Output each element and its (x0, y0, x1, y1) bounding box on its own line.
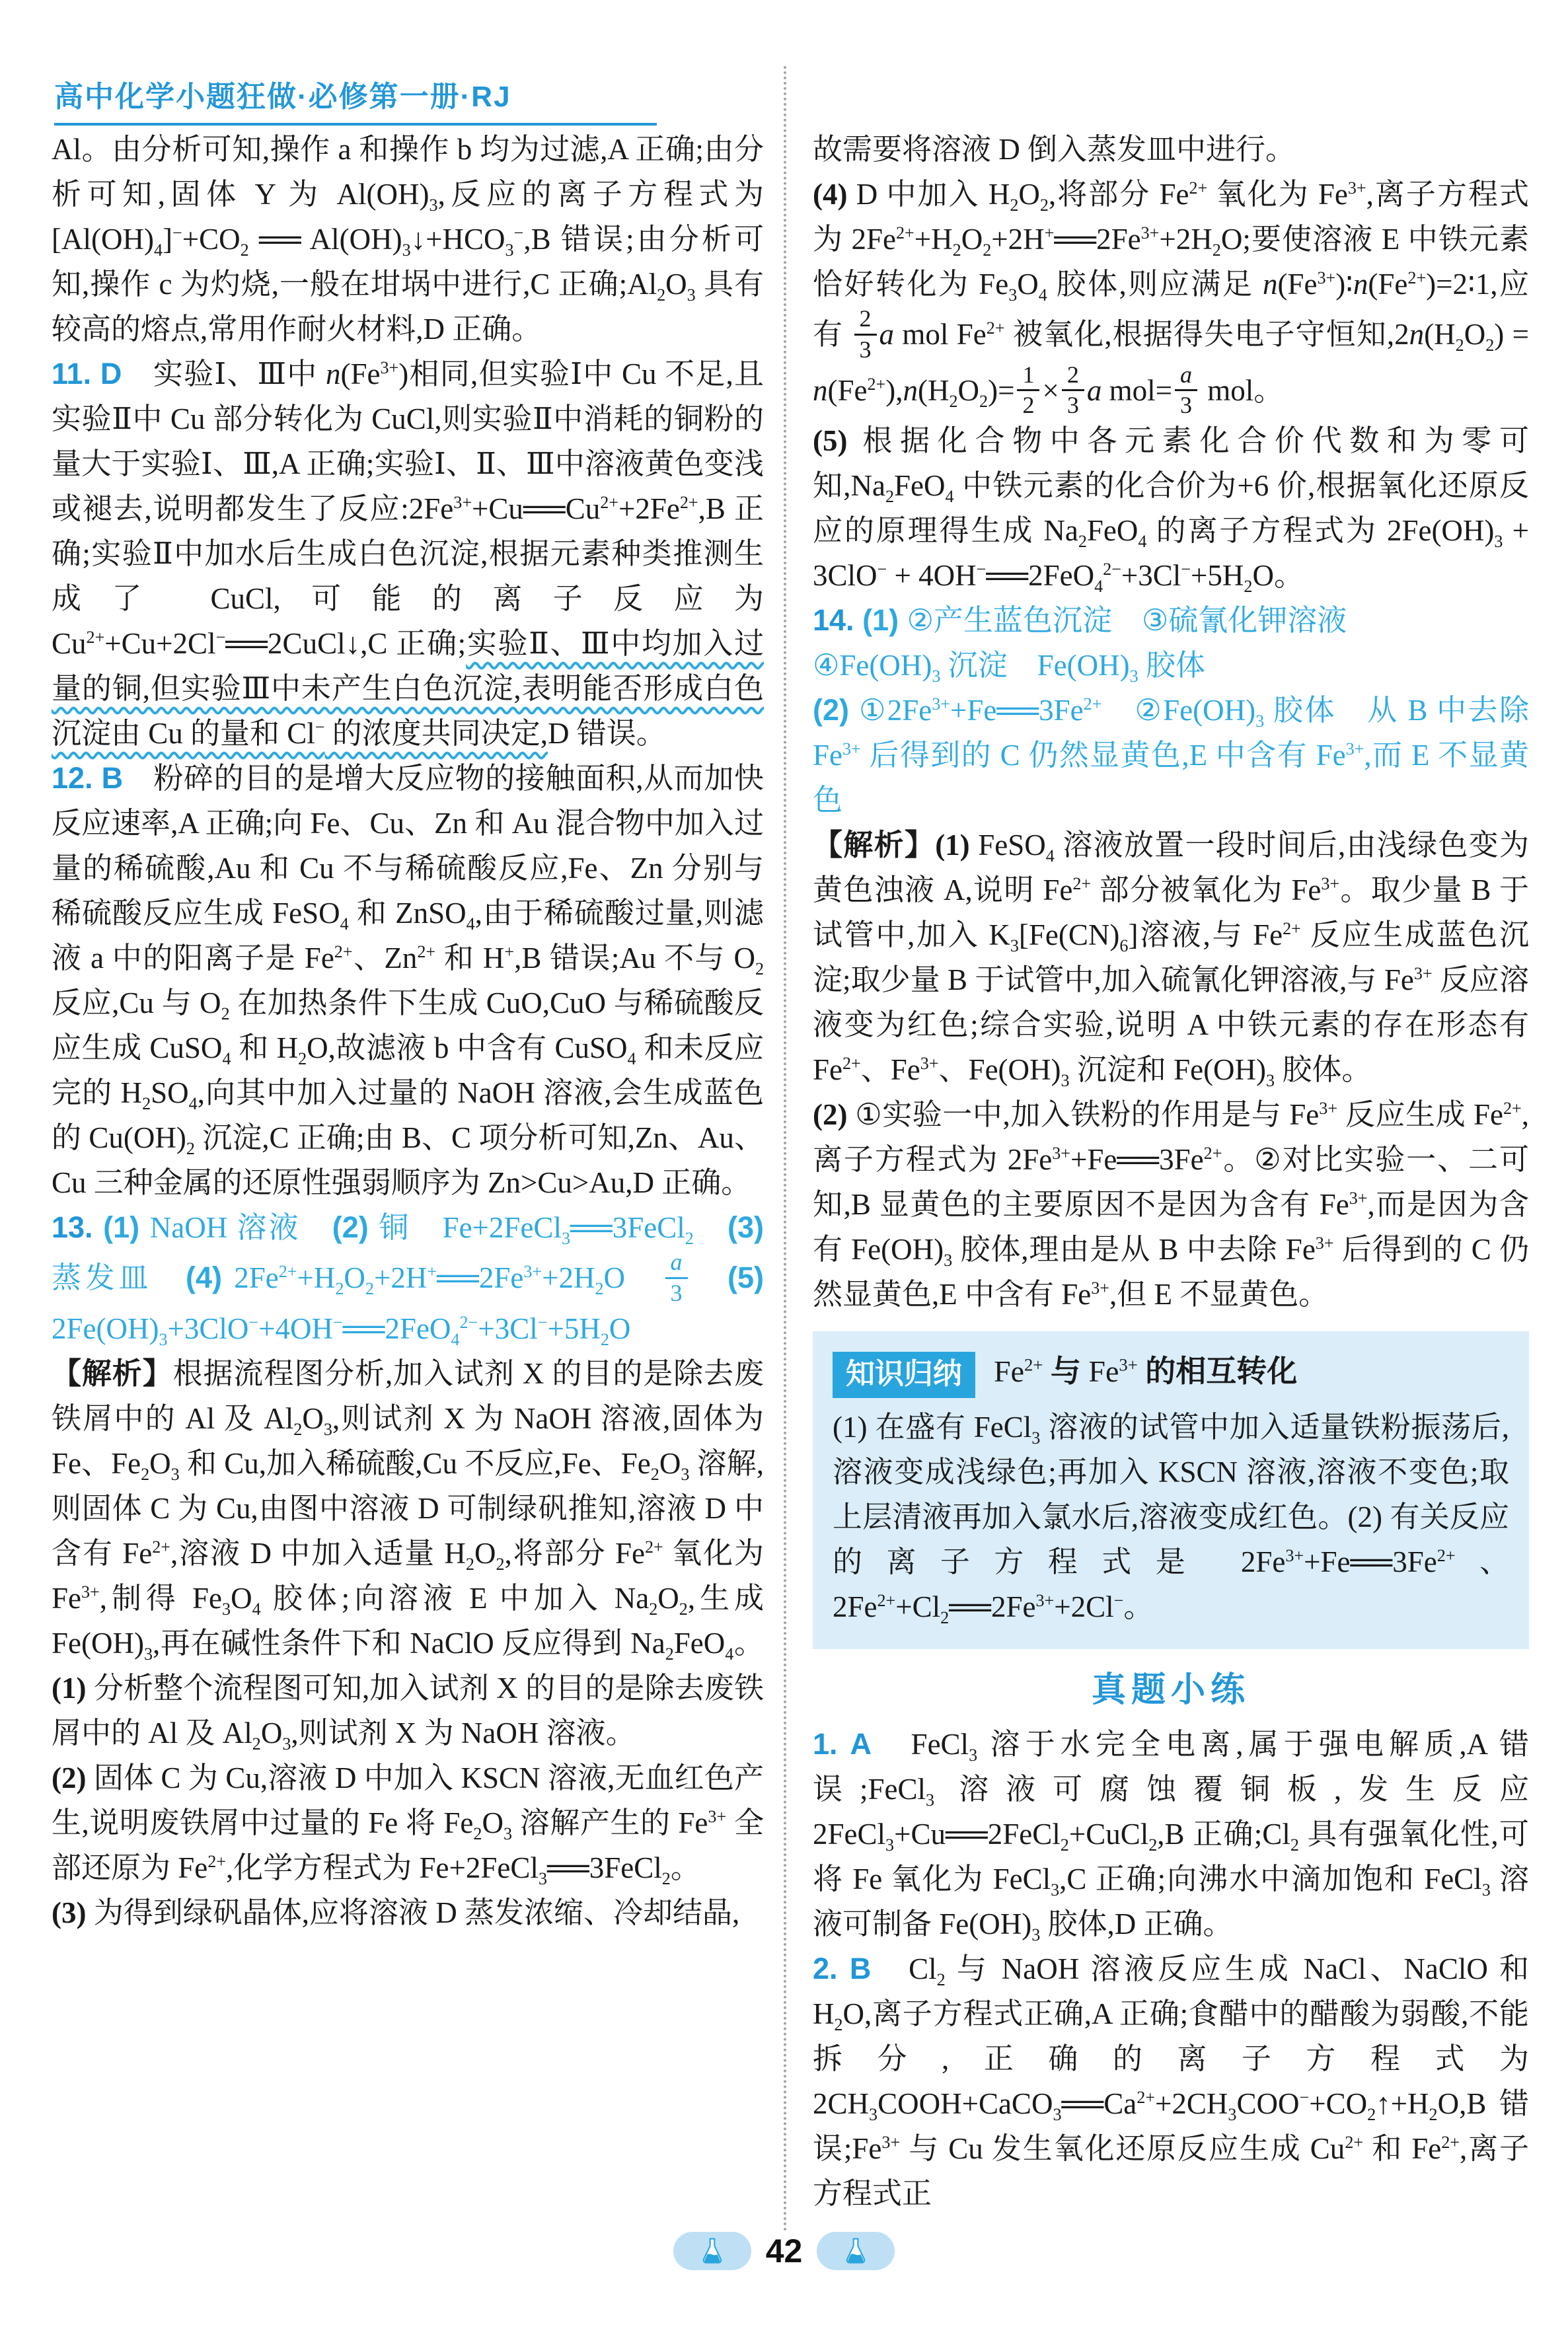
text-segment: mol。 (1200, 373, 1284, 407)
paragraph (813, 127, 1529, 172)
text-segment: (4) (813, 178, 856, 211)
text-segment: $Cl_2$ 与 NaOH 溶液反应生成 NaCl、NaClO 和 $H_2O$,离子方程式正确,A 正确;食醋中的醋酸为弱酸,不能拆分,正确的离子方程式为 $2CH_3COOH+CaCO_3══Ca^{2+}+2CH_3COO^-+CO_2↑+H_2O,B$ 错误$;Fe^{3+}$ 与 Cu 发生氧化还原反应生成 $Cu^{2+}$ 和 $Fe^{2+}$,离子方程式正 (813, 1952, 1529, 2210)
text-segment: $\frac{a}{3}$ (1175, 363, 1197, 419)
text-segment: 故需要将溶液 D 倒入蒸发皿中进行。 (813, 133, 1295, 166)
text-segment: 为得到绿矾晶体,应将溶液 D 蒸发浓缩、冷却结晶, (93, 1896, 740, 1929)
text-segment: (3) (52, 1896, 94, 1929)
text-segment: (2) (332, 1210, 379, 1244)
text-segment: 分析整个流程图可知,加入试剂 X 的目的是除去废铁屑中的 Al 及 $Al_2O_3$,则试剂 X 为 NaOH 溶液。 (52, 1671, 764, 1753)
text-segment: $2Fe^{2+}+H_2O_2+2H^+══2Fe^{3+}+2H_2O$ (234, 1261, 663, 1298)
book-header: 高中化学小题狂做·必修第一册·RJ (54, 73, 657, 126)
paragraph (52, 351, 764, 756)
text-segment: (2) (813, 693, 859, 727)
text-segment: 【解析】 (813, 829, 936, 862)
left-column (52, 127, 764, 1935)
text-segment: (5) (813, 424, 863, 458)
paragraph (813, 643, 1529, 688)
text-segment: 实验Ⅰ、Ⅲ中 $n(Fe^{3+})$相同,但实验Ⅰ中 Cu 不足,且实验Ⅱ中 Cu 部分转化为 CuCl,则实验Ⅱ中消耗的铜粉的量大于实验Ⅰ、Ⅲ,A 正确;实验Ⅰ、Ⅱ、Ⅲ中溶液黄色变浅或褪去,说明都发生了反应$:2Fe^{3+}+Cu══Cu^{2+}+2Fe^{2+},B$ 正确;实验Ⅱ中加水后生成白色沉淀,根据元素种类推测生成了 CuCl,可能的离子反应为 $Cu^{2+}+Cu+2Cl^-══2CuCl↓,C$ 正确; (52, 357, 764, 660)
text-segment: $Fe^{3+}$ (1080, 1354, 1138, 1389)
text-segment: 实验Ⅱ、Ⅲ中均加入过量的铜,但实验Ⅲ中未产生白色沉淀,表明能否形成白色沉淀由 Cu 的量和 Cl− 的浓度共同决定, (52, 627, 764, 750)
flask-icon (844, 2237, 867, 2265)
text-segment: × (1042, 373, 1059, 407)
knowledge-box (813, 1331, 1529, 1648)
paragraph (813, 418, 1529, 598)
text-segment: (5) (690, 1261, 765, 1294)
text-segment: NaOH 溶液 (149, 1211, 332, 1244)
text-segment: 14. (813, 603, 863, 638)
text-segment: D 错误。 (548, 717, 666, 750)
right-column (813, 127, 1529, 2216)
text-segment: $Fe^{2+}$ (994, 1354, 1043, 1389)
page-number: 42 (765, 2233, 803, 2270)
text-segment: 与 (1050, 1354, 1081, 1389)
text-segment: a mol $Fe^{2+}$ 被氧化,根据得失电子守恒知$,2n(H_2O_2) = n(Fe^{2+}),n(H_2O_2)=$ (813, 318, 1529, 411)
paragraph (52, 1205, 764, 1351)
flask-icon (701, 2237, 724, 2265)
text-segment: 根据流程图分析,加入试剂 X 的目的是除去废铁屑中的 Al 及 $Al_2O_3$,则试剂 X 为 NaOH 溶液,固体为 Fe、$Fe_2O_3$ 和 Cu,加入稀硫酸,Cu 不反应,Fe、$Fe_2O_3$ 溶解,则固体 C 为 Cu,由图中溶液 D 可制绿矾推知,溶液 D 中含有 $Fe^{2+}$,溶液 D 中加入适量 $H_2O_2$,将部分 $Fe^{2+}$ 氧化为 $Fe^{3+}$,制得 $Fe_3O_4$ 胶体;向溶液 E 中加入 $Na_2O_2$,生成 $Fe(OH)_3$,再在碱性条件下和 NaClO 反应得到 $Na_2FeO_4$。 (52, 1356, 764, 1664)
paragraph (52, 1351, 764, 1755)
text-segment: 粉碎的目的是增大反应物的接触面积,从而加快反应速率,A 正确;向 Fe、Cu、Zn 和 Au 混合物中加入过量的稀硫酸,Au 和 Cu 不与稀硫酸反应,Fe、Zn 分别与稀硫酸反应生成 FeSO$_4$ 和 ZnSO$_4$,由于稀硫酸过量,则滤液 a 中的阳离子是 $Fe^{2+}$、$Zn^{2+}$ 和 H+,B 错误;Au 不与 $O_2$ 反应,Cu 与 $O_2$ 在加热条件下生成 CuO,CuO 与稀硫酸反应生成 CuSO$_4$ 和 $H_2O$,故滤液 b 中含有 CuSO$_4$ 和未反应完的 $H_2SO_4$,向其中加入过量的 NaOH 溶液,会生成蓝色的 $Cu(OH)_2$ 沉淀,C 正确;由 B、C 项分析可知,Zn、Au、Cu 三种金属的还原性强弱顺序为 Zn>Cu>Au,D 正确。 (52, 762, 765, 1199)
paragraph (833, 1405, 1509, 1629)
text-segment: Al。由分析可知,操作 a 和操作 b 均为过滤,A 正确;由分析可知,固体 Y 为 $Al(OH)_3$,反应的离子方程式为$[Al(OH)_4]^-+CO_2$ ══ $Al(OH)_3↓+HCO_3^-,B$ 错误;由分析可知,操作 c 为灼烧,一般在坩埚中进行,C 正确$;Al_2O_3$ 具有较高的熔点,常用作耐火材料,D 正确。 (52, 133, 764, 346)
text-segment: (4) (185, 1261, 235, 1294)
text-segment: (1) (935, 829, 979, 862)
text-segment: ①实验一中,加入铁粉的作用是与 $Fe^{3+}$ 反应生成 $Fe^{2+}$,离子方程式为 $2Fe^{3+}+Fe══3Fe^{2+}$。②对比实验一、二可知,B 显黄色的主要原因不是因为含有 $Fe^{3+}$,而是因为含有 $Fe(OH)_3$ 胶体,理由是从 B 中去除 $Fe^{3+}$ 后得到的 C 仍然显黄色,E 中含有 $Fe^{3+}$,但 E 不显黄色。 (813, 1098, 1530, 1311)
text-segment: (1) (103, 1210, 150, 1244)
text-segment: D 中加入 $H_2O_2$,将部分 $Fe^{2+}$ 氧化为 $Fe^{3+}$,离子方程式为 $2Fe^{2+}+H_2O_2+2H^+══2Fe^{3+}+2H_2O$;要使溶液 E 中铁元素恰好转化为 $Fe_3O_4$ 胶体,则应满足 $n(Fe^{3+})∶n(Fe^{2+})=2∶1$,应有 (813, 178, 1529, 351)
section-heading: 真题小练 (1091, 1670, 1250, 1709)
text-segment: $①2Fe^{3+}+Fe══3Fe^{2+}$ $②Fe(OH)_3$ 胶体 从 B 中去除 $Fe^{3+}$ 后得到的 C 仍然显黄色,E 中含有 $Fe^{3+}$,而 E 不显黄色 (813, 694, 1529, 817)
paragraph (813, 1722, 1529, 1946)
text-segment: $\frac{2}{3}$ (1062, 363, 1084, 419)
text-segment: 2. B (813, 1951, 909, 1985)
text-segment: FeCl$_3$ 溶于水完全电离,属于强电解质,A 错误;FeCl$_3$ 溶液可腐蚀覆铜板,发生反应 2FeCl$_3$+Cu══2FeCl$_2$+CuCl$_2$,B 正确$;Cl_2$ 具有强氧化性,可将 Fe 氧化为 FeCl$_3$,C 正确;向沸水中滴加饱和 FeCl$_3$ 溶液可制备 $Fe(OH)_3$ 胶体,D 正确。 (813, 1727, 1529, 1944)
paragraph (813, 1092, 1529, 1317)
footer-right-pill (817, 2232, 895, 2270)
knowledge-badge: 知识归纳 (833, 1352, 975, 1398)
text-segment: 根据化合物中各元素化合价代数和为零可知$,Na_2FeO_4$ 中铁元素的化合价为+6 价,根据氧化还原反应的原理得生成 $Na_2FeO_4$ 的离子方程式为 $2Fe(OH)_3 + 3ClO^-$ + $4OH^-══2FeO_4^{2-}+3Cl^-+5H_2O$。 (813, 424, 1529, 597)
text-segment: 11. D (52, 357, 153, 390)
text-segment: 1. A (813, 1726, 911, 1761)
paragraph (813, 823, 1529, 1092)
text-segment: $\frac{1}{2}$ (1017, 363, 1039, 419)
text-segment: 13. (52, 1210, 104, 1244)
footer-left-pill (673, 2232, 751, 2270)
text-segment: (1) 在盛有 FeCl$_3$ 溶液的试管中加入适量铁粉振荡后,溶液变成浅绿色;再加入 KSCN 溶液,溶液不变色;取上层清液再加入氯水后,溶液变成红色。(2) 有关反应的离子方程式是 $2Fe^{3+}+Fe══3Fe^{2+}$、$2Fe^{2+}+Cl_2══2Fe^{3+}+2Cl^-$。 (833, 1410, 1509, 1627)
text-segment: 的相互转化 (1145, 1354, 1298, 1389)
text-segment: $\frac{2}{3}$ (854, 307, 877, 363)
text-segment: (2) (813, 1098, 856, 1132)
text-segment: a mol= (1086, 373, 1172, 407)
column-divider (784, 66, 786, 2233)
text-segment: ②产生蓝色沉淀 ③硫氰化钾溶液 (907, 604, 1347, 638)
text-segment: $\frac{a}{3}$ (665, 1250, 688, 1306)
paragraph (813, 688, 1529, 823)
text-segment: 12. B (52, 761, 154, 795)
text-segment: $④Fe(OH)_3$ 沉淀 $Fe(OH)_3$ 胶体 (813, 649, 1205, 686)
text-segment: FeSO$_4$ 溶液放置一段时间后,由浅绿色变为黄色浊液 A,说明 $Fe^{2+}$ 部分被氧化为 $Fe^{3+}$。取少量 B 于试管中,加入 $K_3[Fe(CN)_6]$溶液,与 $Fe^{2+}$ 反应生成蓝色沉淀;取少量 B 于试管中,加入硫氰化钾溶液,与 $Fe^{3+}$ 反应溶液变为红色;综合实验,说明 A 中铁元素的存在形态有 $Fe^{2+}$、$Fe^{3+}$、$Fe(OH)_3$ 沉淀和 $Fe(OH)_3$ 胶体。 (813, 829, 1529, 1091)
paragraph (52, 1890, 764, 1935)
paragraph (52, 127, 764, 351)
text-segment: (1) (862, 603, 907, 638)
text-segment: (2) (52, 1761, 94, 1794)
text-segment: (1) (52, 1671, 94, 1705)
knowledge-box-title (833, 1347, 1509, 1397)
text-segment: 铜 Fe+2FeCl$_3$══3FeCl$_2$ (379, 1211, 694, 1248)
paragraph (813, 1946, 1529, 2216)
paragraph (813, 172, 1529, 418)
paragraph (52, 756, 764, 1205)
paragraph (52, 1755, 764, 1890)
text-segment: 【解析】 (52, 1356, 173, 1390)
text-segment: 固体 C 为 Cu,溶液 D 中加入 KSCN 溶液,无血红色产生,说明废铁屑中过量的 Fe 将 $Fe_2O_3$ 溶解产生的 $Fe^{3+}$ 全部还原为 $Fe^{2+}$,化学方程式为 Fe+2FeCl$_3$══3FeCl$_2$。 (52, 1761, 764, 1888)
paragraph (813, 598, 1529, 643)
page-footer (0, 2232, 1568, 2270)
text-segment: 蒸发皿 (52, 1261, 186, 1294)
text-segment: (3) (728, 1210, 765, 1244)
text-segment: $2Fe(OH)_3+3ClO^-+4OH^-══2FeO_4^{2-}+3Cl^-+5H_2O$ (52, 1311, 631, 1349)
